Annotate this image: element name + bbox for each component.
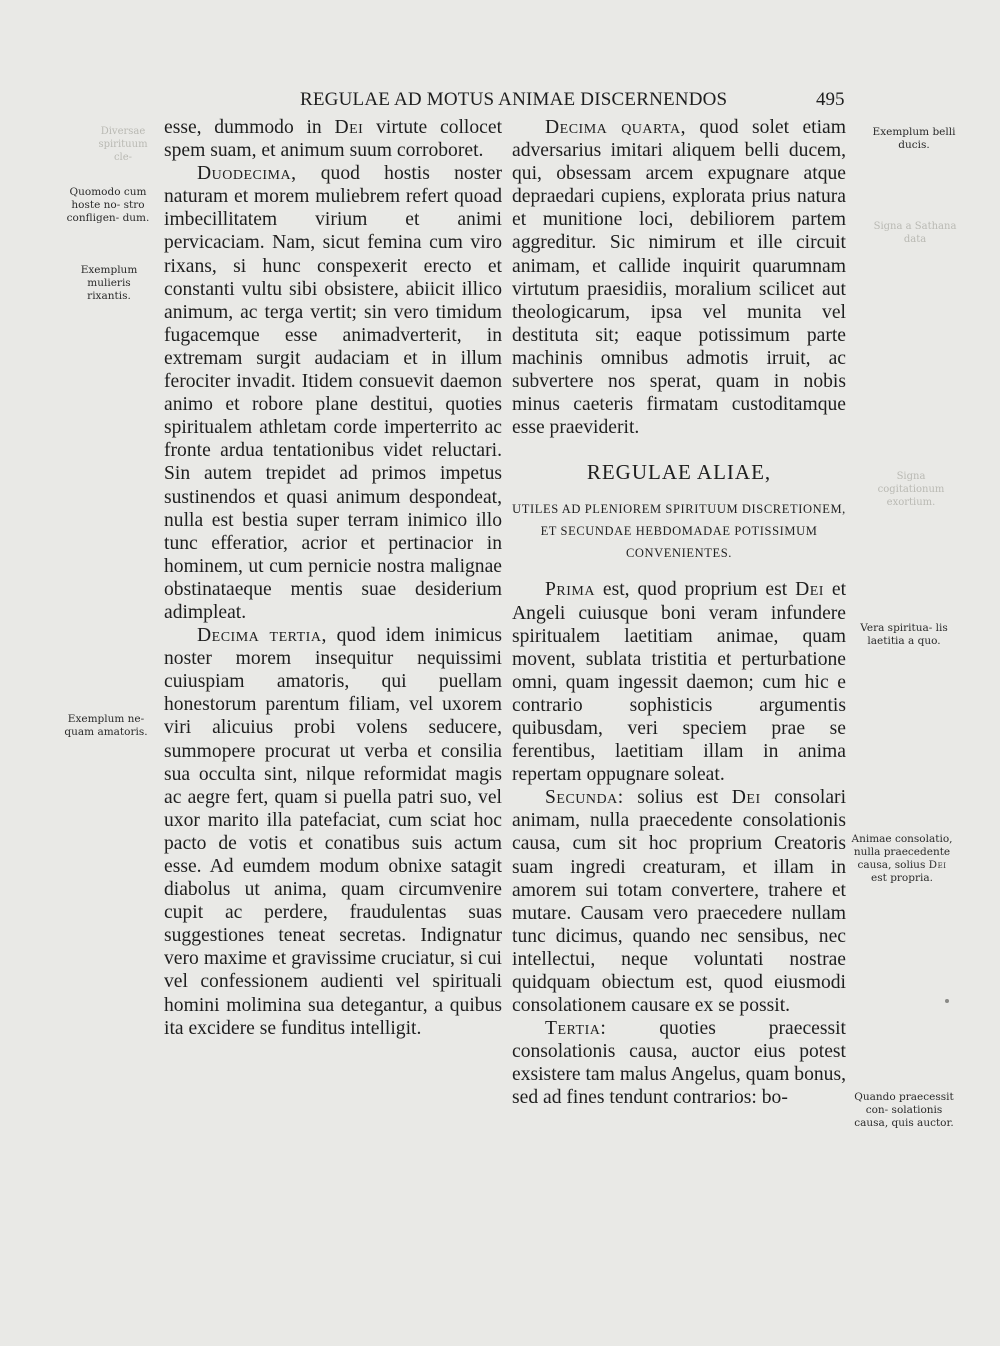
margin-note-laetitia: Vera spiritua- lis laetitia a quo. (860, 622, 948, 647)
paragraph-lead: Tertia: (545, 1018, 607, 1040)
text-run: esse, dummodo in (164, 117, 322, 138)
paragraph-lead: Decima tertia, (197, 625, 327, 647)
text-run: et Angeli cuiusque boni veram infundere spiritualem laetitiam animae, quam movent, sublata tristitia et perturbatione omni, quam ingessit daemon; cum hic e contrario sophisticis argumentis quibusdam, veri speciem prae se ferentibus, laetitiam illam in anima repertam oppugnare soleat. (512, 579, 847, 786)
paragraph (512, 786, 846, 1017)
margin-note-amatoris: Exemplum ne- quam amatoris. (64, 713, 148, 738)
paragraph-lead: Prima (545, 579, 595, 601)
page-number: 495 (816, 89, 845, 110)
section-title: REGULAE ALIAE, (586, 460, 772, 485)
dei-word: Dei (795, 579, 824, 601)
text-run: quod hostis noster naturam et morem muliebrem refert quoad imbecillitatem virium et animi pervicaciam. Nam, sicut femina cum viro rixans, si hunc conspexerit erecto et constanti vultu sibi obsistere, abiicit illico animum, ac terga vertit; sin vero timidum fugacemque esse animadverterit, in extremam surgit audaciam et in illum ferociter invadit. Itidem consuevit daemon animo et robore plane destitui, quoties spiritualem athletam corde imperterrito ac fronte ardua tentationibus videt reluctari. Sin autem trepidet ad primos impetus sustinendos et quasi animum despondeat, nulla est bestia super terram inimico illo tunc efferatior, acrior et pertinacior in hominem, ut cum pernicie nostra malignae obstinataeque mentis suae desiderium adimpleat. (164, 163, 502, 623)
margin-note-text: solius (894, 859, 926, 871)
dei-word: Dei (334, 117, 364, 138)
margin-note-quando: Quando praecessit con- solationis causa, quis auctor. (854, 1091, 954, 1129)
dei-word: Dei (731, 787, 761, 809)
text-run: solius est (637, 787, 719, 809)
left-column (164, 116, 502, 1040)
margin-note-text: est propria. (871, 872, 933, 884)
paragraph-lead: Duodecima, (197, 163, 297, 185)
paragraph-lead: Decima quarta, (545, 117, 686, 138)
margin-note-quomodo: Quomodo cum hoste no- stro confligen- dum. (66, 186, 150, 224)
margin-note-dei: Dei (928, 859, 947, 871)
paragraph (512, 116, 846, 439)
margin-note-text: Animae consolatio, nulla praecedente causa, (851, 833, 953, 871)
text-run: quod solet etiam adversarius imitari aliquem belli ducem, qui, obsessam arcem expugnare atque depraedari cupiens, explorata prius natura et munitione loci, debiliorem partem aggreditur. Sic nimirum et ille circuit animam, et callide inquirit quarumnam virtutum praesidiis, moralium scilicet aut theologicarum, ipsa vel munita vel destituta sit; eaque potissimum parte machinis omnibus admotis irruit, ac subvertere nos sperat, quam in nobis minus caeteris firmatam custoditamque esse praeviderit. (512, 117, 846, 439)
show-through-note: Signa a Sathana data (873, 221, 957, 245)
text-run: quoties praecessit consolationis causa, auctor eius potest exsistere tam malus Angelus, quam bonus, sed ad fines tendunt contrarios: bo- (512, 1018, 846, 1109)
section-subtitle: UTILES AD PLENIOREM SPIRITUUM DISCRETIONEM, ET SECUNDAE HEBDOMADAE POTISSIMUM CONVENIENTES. (512, 502, 846, 561)
running-header: REGULAE AD MOTUS ANIMAE DISCERNENDOS (300, 89, 728, 110)
show-through-note: Signa cogitationum exortium. (877, 471, 945, 508)
paragraph (164, 624, 502, 1040)
paper-spot (945, 999, 949, 1003)
paragraph (164, 162, 502, 624)
paragraph-lead: Secunda: (545, 787, 624, 809)
margin-note-consolatio (850, 833, 954, 885)
text-run: est, quod proprium est (602, 579, 788, 601)
right-column (512, 116, 846, 1110)
text-run: quod idem inimicus noster morem insequitur nequissimi cuiuspiam amatoris, qui puellam honestorum parentum filiam, vel uxorem viri alicuius probi volens seducere, summopere procurat ut verba et consilia sua occulta sint, nilque reformidat magis ac aegre fert, quam si puella patri suo, vel uxor marito illa patefaciat, cum sciat hoc pacto de votis et conatibus suis actum esse. Ad eumdem modum obnixe satagit diabolus ut anima, quam circumvenire cupit ac perdere, fraudulentas suas suggestiones teneat secretas. Indignatur vero maxime et gravissime cruciatur, si cui vel confessionem audienti vel spirituali homini molimina sua detegantur, a quibus ita excidere se funditus intelligit. (164, 625, 503, 1039)
show-through-note: Diversae spirituum cle- (98, 126, 148, 163)
text-run: consolari animam, nulla praecedente consolationis causa, cum sit hoc proprium Creatoris suam ingredi creaturam, et illam in amorem sui totam convertere, trahere et mutare. Causam vero praecedere nullam tunc dicimus, quando nec sensibus, nec intellectui, neque voluntati nostrae quidquam obiectum est, quod eiusmodi consolationem causare ex se possit. (512, 787, 847, 1017)
margin-note-ducis: Exemplum belli ducis. (872, 126, 956, 151)
paragraph (512, 578, 846, 786)
paragraph (512, 1017, 846, 1109)
margin-note-mulieris: Exemplum mulieris rixantis. (80, 264, 138, 302)
paragraph (164, 116, 502, 162)
text-run: virtute collocet spem suam, et animum suum corroboret. (164, 117, 503, 162)
